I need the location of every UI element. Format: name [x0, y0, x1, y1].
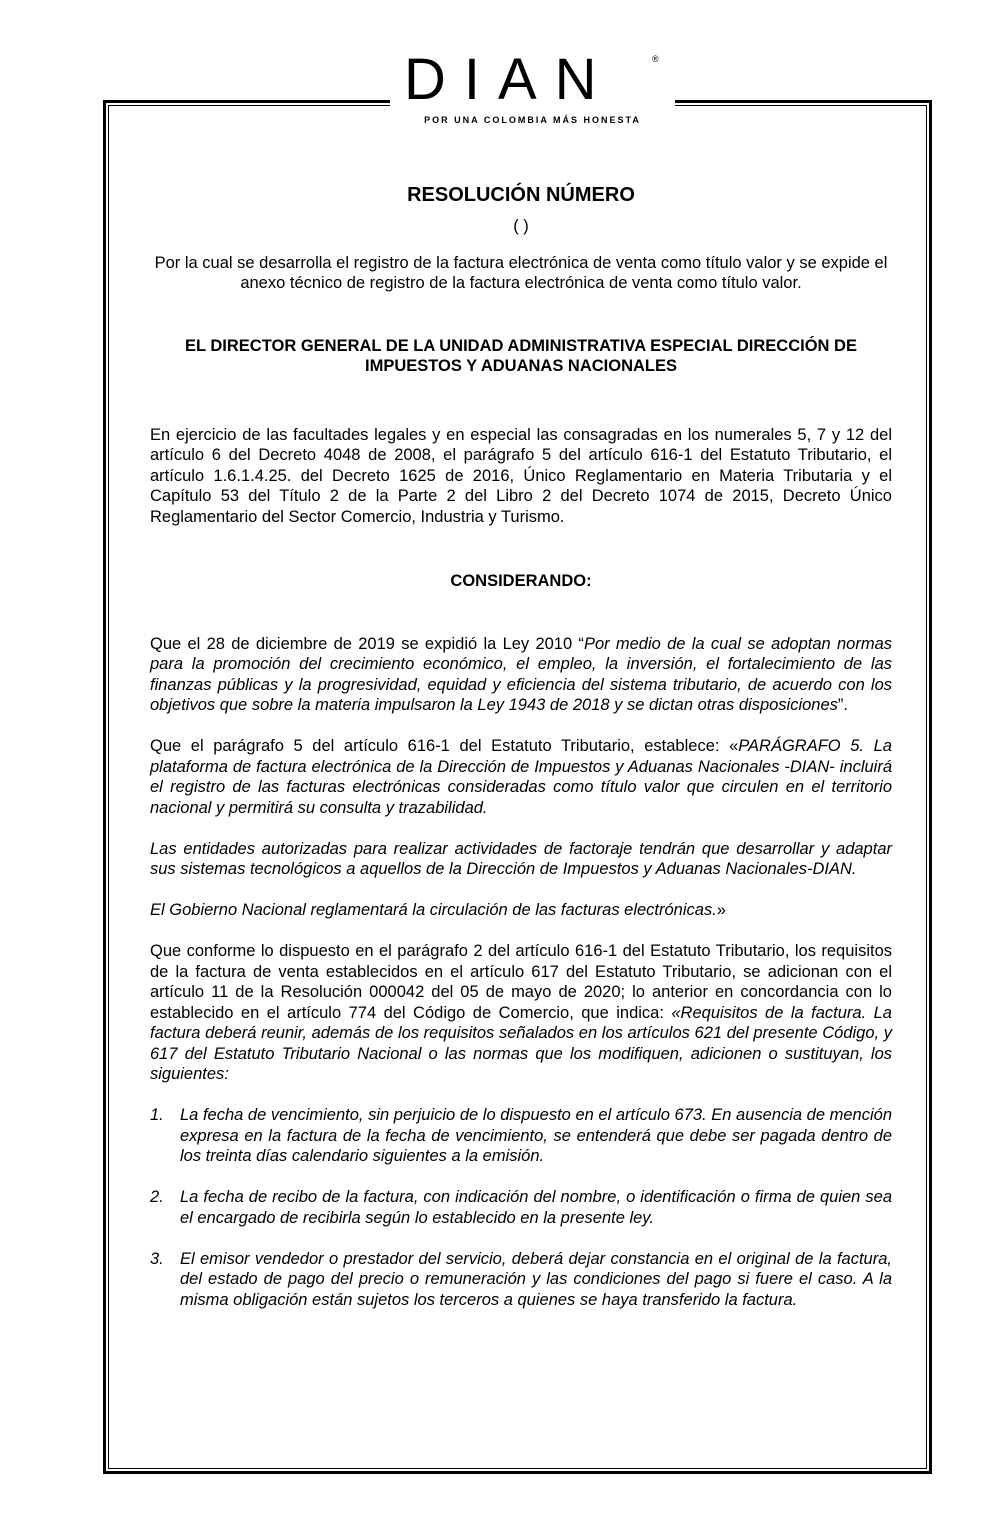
list-item-text: La fecha de recibo de la factura, con indicación del nombre, o identificación o firma de quien sea el encargado de recibirla según lo establecido en la presente ley. — [180, 1188, 892, 1227]
list-item — [150, 1105, 892, 1167]
considerando-paragraph-2 — [150, 736, 892, 818]
para2-lead: Que el parágrafo 5 del artículo 616-1 del Estatuto Tributario, establece: « — [150, 737, 739, 755]
resolution-title: RESOLUCIÓN NÚMERO — [407, 184, 635, 206]
para1-quote: Por medio de la cual se adoptan normas para la promoción del crecimiento económico, el empleo, la inversión, el fortalecimiento de las finanzas públicas y la progresividad, equidad y eficiencia del sistema tributario, de acuerdo con los objetivos que sobre la materia impulsaron la Ley 1943 de 2018 y se dictan otras disposiciones — [150, 634, 892, 714]
dian-logo-wordmark: DIAN — [404, 47, 615, 112]
list-item-text: La fecha de vencimiento, sin perjuicio de lo dispuesto en el artículo 673. En ausencia de mención expresa en la factura de la fecha de vencimiento, se entenderá que debe ser pagada dentro de los treinta días calendario siguientes a la emisión. — [180, 1106, 892, 1165]
para4-tail: » — [716, 901, 726, 919]
dian-tagline: POR UNA COLOMBIA MÁS HONESTA — [424, 115, 641, 125]
registered-mark: ® — [652, 54, 659, 64]
para5-lead: Que conforme lo dispuesto en el parágrafo 2 del artículo 616-1 del Estatuto Tributario, los requisitos de la factura de venta establecidos en el artículo 617 del Estatuto Tributario, se adicionan con el artículo 11 de la Resolución 000042 del 05 de mayo de 2020; lo anterior en concordancia con lo establecido en el artículo 774 del Código de Comercio, que indica: — [150, 942, 892, 1022]
list-item-number: 1. — [150, 1106, 164, 1124]
para2-quote: PARÁGRAFO 5. La plataforma de factura electrónica de la Dirección de Impuestos y Aduanas Nacionales -DIAN- incluirá el registro de las facturas electrónicas consideradas como título valor que circulen en el territorio nacional y permitirá su consulta y trazabilidad. — [150, 737, 892, 817]
para1-lead: Que el 28 de diciembre de 2019 se expidió la Ley 2010 “ — [150, 634, 584, 653]
dian-logo — [390, 47, 675, 128]
resolution-number: ( ) — [513, 217, 529, 235]
list-item — [150, 1187, 892, 1228]
para1-tail: ”. — [837, 696, 849, 714]
legal-powers-paragraph: En ejercicio de las facultades legales y en especial las consagradas en los numerales 5, 7 y 12 del artículo 6 del Decreto 4048 de 2008, el parágrafo 5 del artículo 616-1 del Estatuto Tributario, el artículo 1.6.1.4.25. del Decreto 1625 de 2016, Único Reglamentario en Materia Tributaria y el Capítulo 53 del Título 2 de la Parte 2 del Libro 2 del Decreto 1074 de 2015, Decreto Único Reglamentario del Sector Comercio, Industria y Turismo. — [150, 425, 892, 526]
considerando-paragraph-3: Las entidades autorizadas para realizar actividades de factoraje tendrán que desarrollar y adaptar sus sistemas tecnológicos a aquellos de la Dirección de Impuestos y Aduanas Nacionales-DIAN. — [150, 839, 892, 878]
para5-quote: «Requisitos de la factura. La factura deberá reunir, además de los requisitos señalados en los artículos 621 del presente Código, y 617 del Estatuto Tributario Nacional o las normas que los modifiquen, adicionen o sustituyan, los siguientes: — [150, 1003, 892, 1083]
list-item-number: 2. — [150, 1188, 164, 1206]
considerando-paragraph-4 — [150, 900, 892, 921]
document-body — [150, 180, 892, 1331]
considerando-heading: CONSIDERANDO: — [450, 572, 592, 590]
requirements-list — [150, 1105, 892, 1310]
para4-quote: El Gobierno Nacional reglamentará la circulación de las facturas electrónicas. — [150, 901, 717, 919]
list-item-number: 3. — [150, 1249, 164, 1268]
considerando-paragraph-1 — [150, 634, 892, 716]
list-item-text: El emisor vendedor o prestador del servicio, deberá dejar constancia en el original de la factura, del estado de pago del precio o remuneración y las condiciones del pago si fuere el caso. A la misma obligación están sujetos los terceros a quienes se haya transferido la factura. — [180, 1249, 892, 1309]
list-item — [150, 1249, 892, 1311]
issuing-authority: EL DIRECTOR GENERAL DE LA UNIDAD ADMINISTRATIVA ESPECIAL DIRECCIÓN DE IMPUESTOS Y ADUANAS NACIONALES — [185, 336, 857, 375]
resolution-subtitle: Por la cual se desarrolla el registro de la factura electrónica de venta como título valor y se expide el anexo técnico de registro de la factura electrónica de venta como título valor. — [154, 253, 888, 292]
considerando-paragraph-5 — [150, 941, 892, 1085]
